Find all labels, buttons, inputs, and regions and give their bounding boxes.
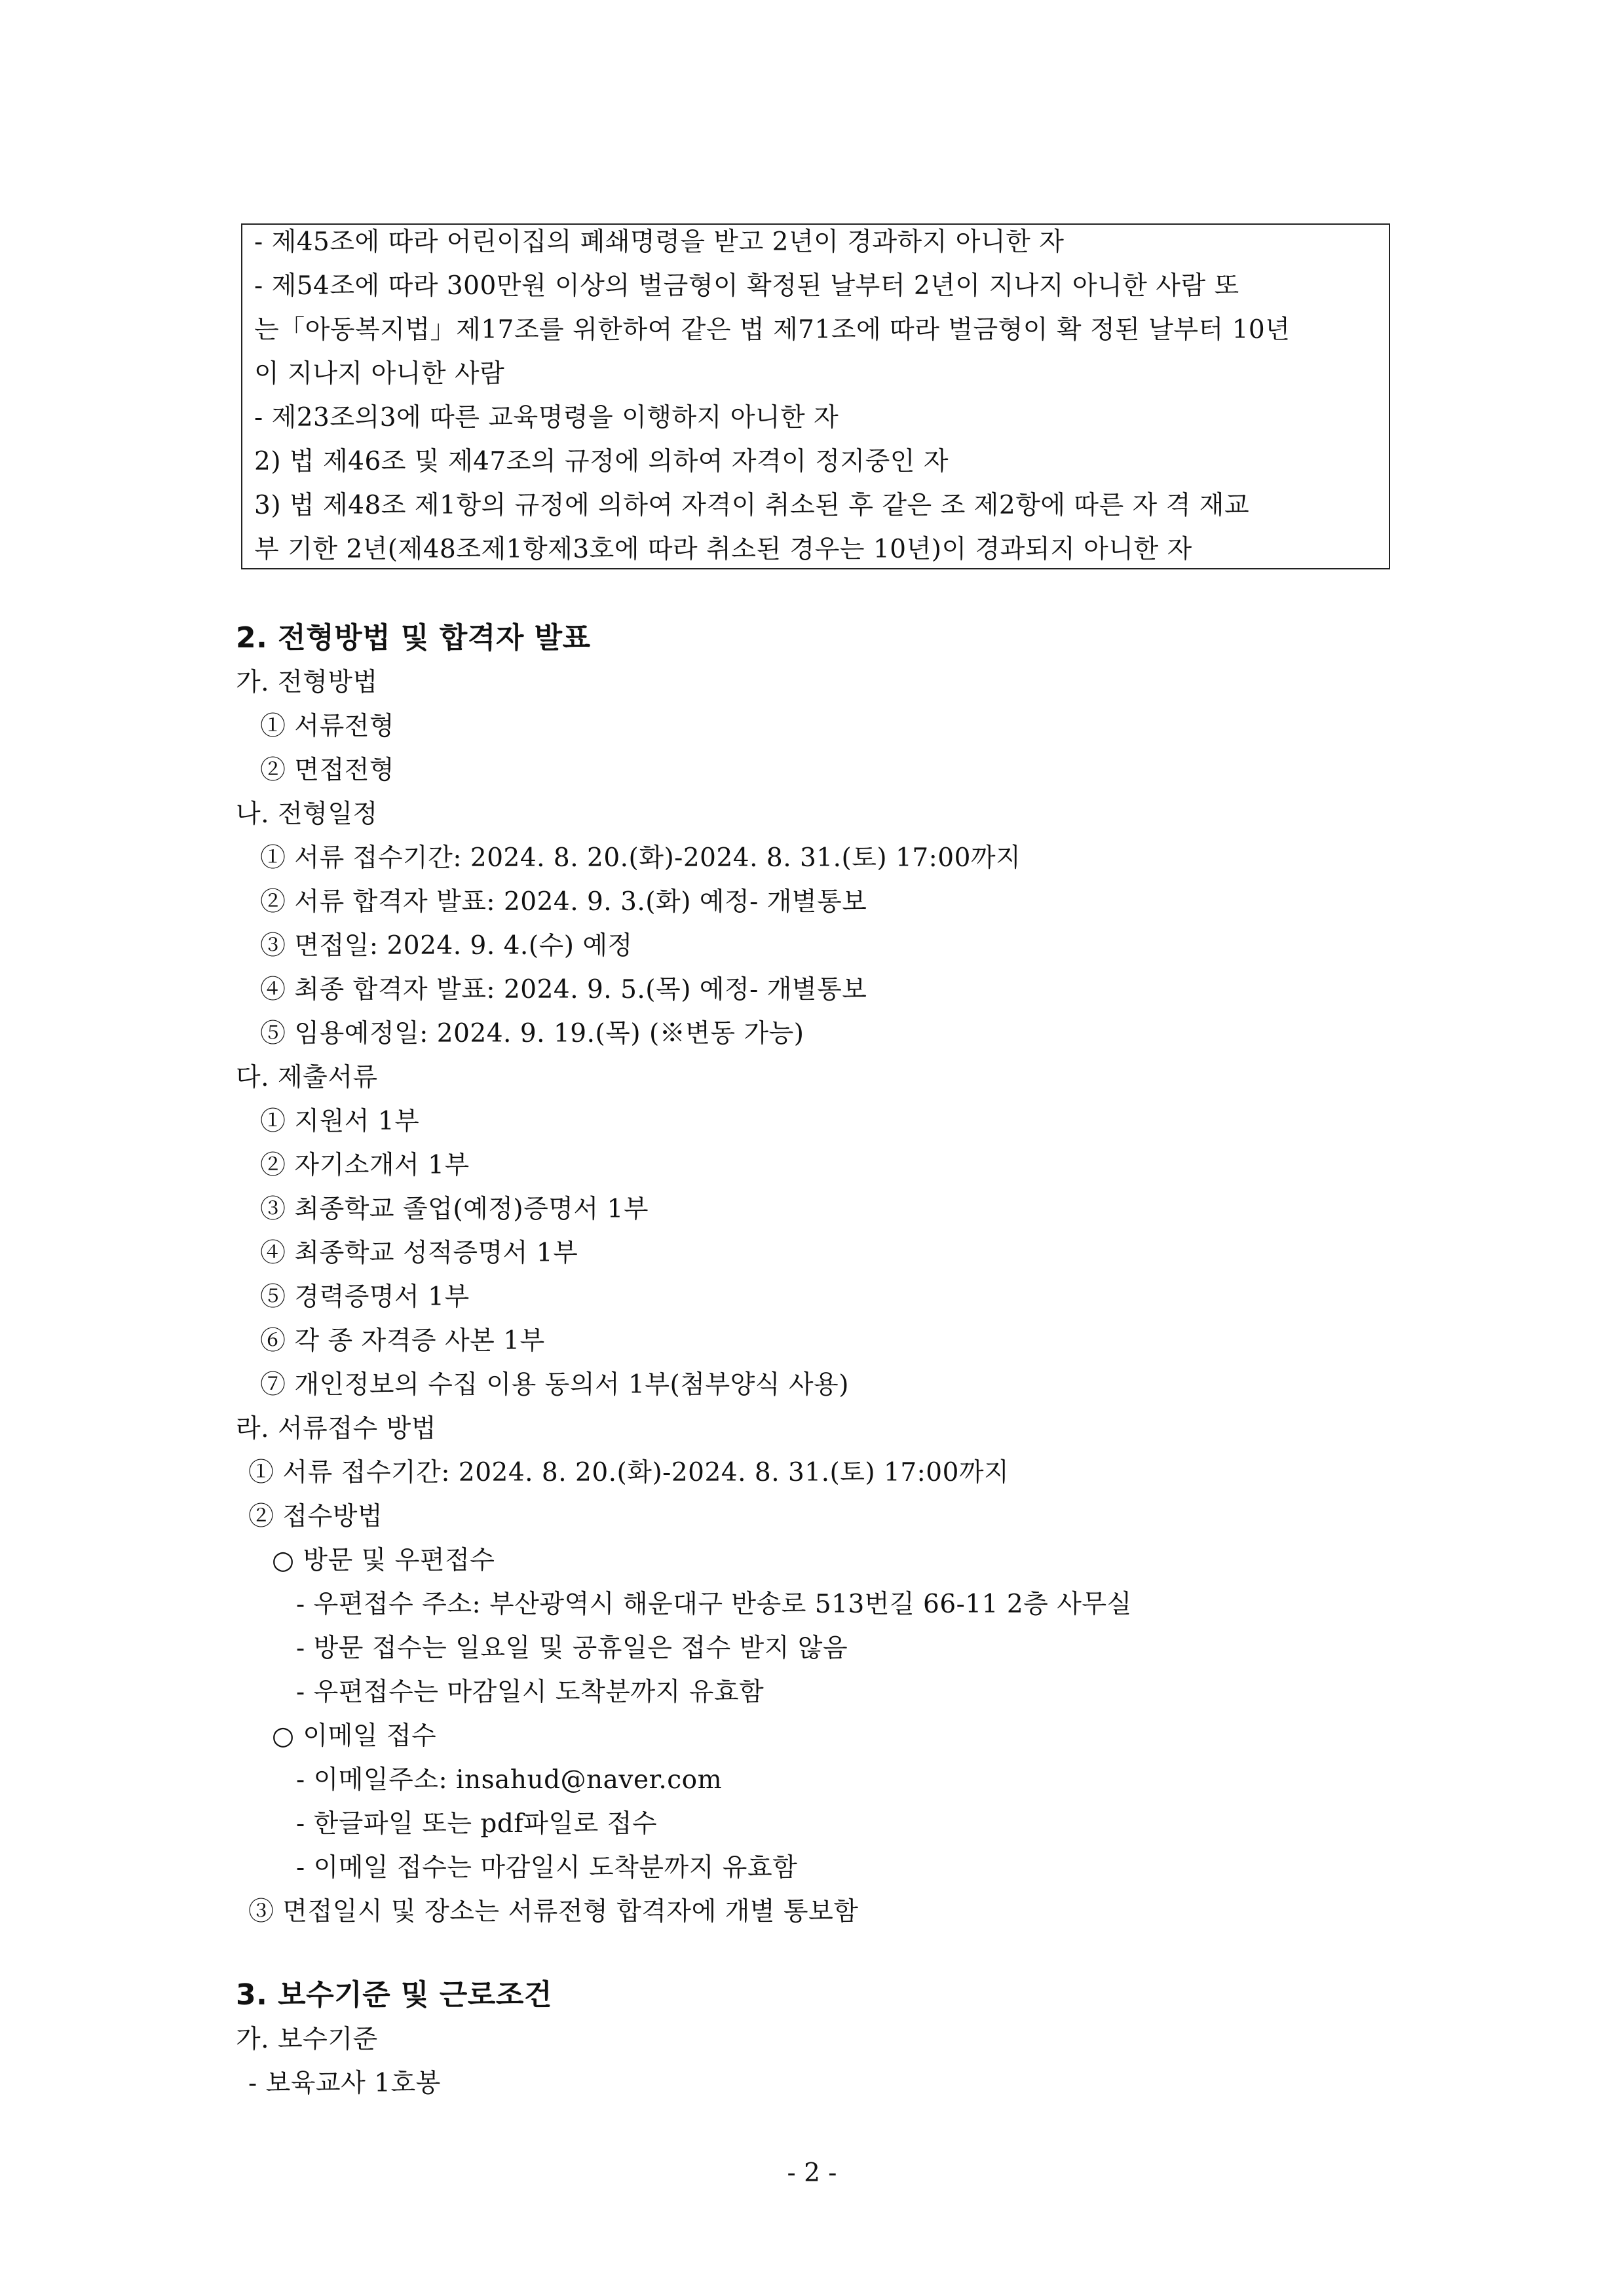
box-line-8: 부 기한 2년(제48조제1항제3호에 따라 취소된 경우는 10년)이 경과되지 아니한 자	[254, 535, 1192, 564]
list-item: - 이메일 접수는 마감일시 도착분까지 유효함	[296, 1853, 798, 1883]
list-item: - 우편접수 주소: 부산광역시 해운대구 반송로 513번길 66-11 2층 사무실	[296, 1590, 1132, 1619]
section2-d-title: 라. 서류접수 방법	[236, 1414, 436, 1444]
list-item: - 방문 접수는 일요일 및 공휴일은 접수 받지 않음	[296, 1634, 848, 1663]
list-item: ② 서류 합격자 발표: 2024. 9. 3.(화) 예정- 개별통보	[260, 887, 867, 917]
box-line-3: 는「아동복지법」제17조를 위한하여 같은 법 제71조에 따라 벌금형이 확 정된 날부터 10년	[254, 315, 1291, 345]
section3-title: 3. 보수기준 및 근로조건	[236, 1978, 552, 2012]
box-line-1: - 제45조에 따라 어린이집의 폐쇄명령을 받고 2년이 경과하지 아니한 자	[254, 227, 1065, 257]
list-item: ⑥ 각 종 자격증 사본 1부	[260, 1326, 545, 1356]
subsection-email-title: ○ 이메일 접수	[272, 1721, 437, 1751]
section3-a-title: 가. 보수기준	[236, 2025, 378, 2054]
list-item: ⑤ 경력증명서 1부	[260, 1282, 470, 1312]
list-item: ③ 면접일: 2024. 9. 4.(수) 예정	[260, 931, 633, 961]
section2-a-title: 가. 전형방법	[236, 668, 378, 697]
list-item: ④ 최종 합격자 발표: 2024. 9. 5.(목) 예정- 개별통보	[260, 975, 867, 1004]
list-item: ② 접수방법	[248, 1502, 383, 1531]
section2-b-title: 나. 전형일정	[236, 799, 378, 829]
box-line-7: 3) 법 제48조 제1항의 규정에 의하여 자격이 취소된 후 같은 조 제2항에 따른 자 격 재교	[254, 491, 1250, 520]
list-item: ⑤ 임용예정일: 2024. 9. 19.(목) (※변동 가능)	[260, 1019, 804, 1048]
section2-c-title: 다. 제출서류	[236, 1063, 378, 1092]
list-item: ① 서류 접수기간: 2024. 8. 20.(화)-2024. 8. 31.(토) 17:00까지	[248, 1458, 1010, 1487]
list-item: ③ 면접일시 및 장소는 서류전형 합격자에 개별 통보함	[248, 1897, 859, 1926]
box-line-2: - 제54조에 따라 300만원 이상의 벌금형이 확정된 날부터 2년이 지나지 아니한 사람 또	[254, 271, 1239, 301]
list-item: - 한글파일 또는 pdf파일로 접수	[296, 1809, 658, 1839]
subsection-visit-title: ○ 방문 및 우편접수	[272, 1546, 495, 1575]
list-item: ② 자기소개서 1부	[260, 1151, 470, 1180]
list-item: ① 서류전형	[260, 712, 395, 741]
list-item: ① 서류 접수기간: 2024. 8. 20.(화)-2024. 8. 31.(토) 17:00까지	[260, 843, 1021, 873]
list-item: ⑦ 개인정보의 수집 이용 동의서 1부(첨부양식 사용)	[260, 1370, 849, 1400]
box-line-4: 이 지나지 아니한 사람	[254, 359, 505, 389]
list-item: - 이메일주소: insahud@naver.com	[296, 1765, 723, 1795]
section2-title: 2. 전형방법 및 합격자 발표	[236, 621, 591, 655]
list-item: - 보육교사 1호봉	[248, 2069, 441, 2098]
list-item: - 우편접수는 마감일시 도착분까지 유효함	[296, 1677, 765, 1707]
box-line-5: - 제23조의3에 따른 교육명령을 이행하지 아니한 자	[254, 403, 839, 432]
page-number: - 2 -	[787, 2158, 837, 2188]
list-item: ③ 최종학교 졸업(예정)증명서 1부	[260, 1195, 649, 1224]
list-item: ① 지원서 1부	[260, 1107, 420, 1136]
list-item: ② 면접전형	[260, 756, 395, 785]
box-line-6: 2) 법 제46조 및 제47조의 규정에 의하여 자격이 정지중인 자	[254, 447, 949, 476]
list-item: ④ 최종학교 성적증명서 1부	[260, 1238, 578, 1268]
